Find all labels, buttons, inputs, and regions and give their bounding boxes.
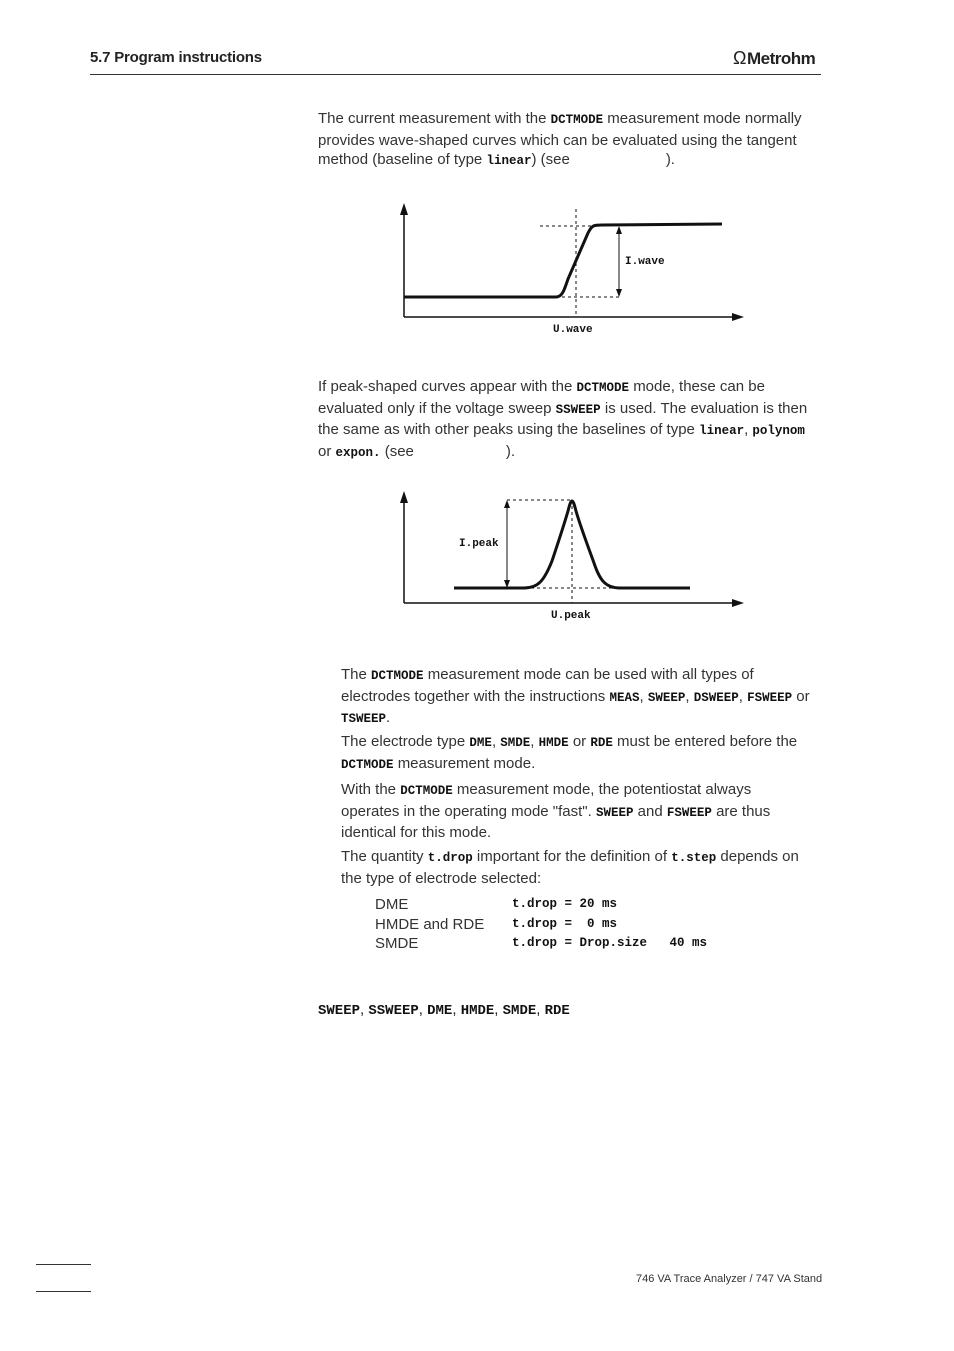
i-wave-arrow-down bbox=[616, 289, 622, 297]
section-title: 5.7 Program instructions bbox=[90, 49, 262, 66]
link-sweep[interactable]: SWEEP bbox=[318, 1003, 361, 1019]
electrode-cell: DME bbox=[375, 896, 409, 913]
table-row bbox=[375, 895, 707, 915]
code-linear: linear bbox=[699, 424, 745, 438]
code-sweep: SWEEP bbox=[647, 690, 686, 705]
text: measurement mode. bbox=[397, 754, 536, 772]
code-hmde: HMDE bbox=[538, 736, 569, 750]
code-sweep: SWEEP bbox=[595, 805, 634, 820]
u-peak-label: U.peak bbox=[551, 610, 591, 622]
text: . bbox=[386, 709, 391, 726]
code-dctmode: DCTMODE bbox=[371, 669, 424, 683]
text: ). bbox=[505, 442, 516, 460]
code-dsweep: DSWEEP bbox=[693, 690, 739, 705]
footer-text: 746 VA Trace Analyzer / 747 VA Stand bbox=[636, 1273, 823, 1285]
code-dme: DME bbox=[469, 736, 492, 750]
electrode-cell: HMDE and RDE bbox=[375, 915, 485, 933]
footer-rule-top bbox=[36, 1264, 91, 1265]
metrohm-logo bbox=[733, 48, 815, 69]
paragraph-electrode-type: The electrode type DME, SMDE, HMDE or RDE must be entered before the DCTMODE measurement mode. bbox=[341, 733, 798, 772]
x-axis-arrow bbox=[732, 313, 744, 321]
code-dctmode: DCTMODE bbox=[400, 784, 453, 798]
text: The bbox=[341, 666, 367, 683]
text: depends on the type of electrode selected: bbox=[341, 848, 799, 887]
code-ssweep: SSWEEP bbox=[555, 402, 601, 417]
text: The electrode type bbox=[341, 733, 466, 750]
tdrop-table bbox=[375, 895, 707, 954]
text: and bbox=[637, 802, 663, 820]
footer-rule-bottom bbox=[36, 1291, 91, 1292]
link-dme[interactable]: DME bbox=[427, 1003, 453, 1019]
text: ) (see bbox=[531, 151, 570, 168]
code-fsweep: FSWEEP bbox=[747, 690, 793, 705]
link-rde[interactable]: RDE bbox=[544, 1003, 570, 1019]
text: ). bbox=[665, 151, 675, 168]
code-expon: expon. bbox=[335, 445, 381, 460]
value-cell: t.drop = Drop.size 40 ms bbox=[512, 936, 708, 950]
code-linear: linear bbox=[486, 154, 532, 168]
omega-icon: Ω bbox=[733, 48, 746, 68]
code-dctmode: DCTMODE bbox=[341, 757, 394, 772]
wave-figure bbox=[380, 195, 760, 345]
code-tdrop: t.drop bbox=[427, 851, 473, 865]
link-ssweep[interactable]: SSWEEP bbox=[368, 1003, 419, 1019]
code-polynom: polynom bbox=[752, 424, 805, 438]
code-dctmode: DCTMODE bbox=[576, 381, 630, 395]
x-axis-arrow bbox=[732, 599, 744, 607]
code-rde: RDE bbox=[590, 736, 613, 750]
see-also-list: SWEEP, SSWEEP, DME, HMDE, SMDE, RDE bbox=[318, 1001, 570, 1019]
i-peak-arrow-up bbox=[504, 500, 510, 508]
text: or bbox=[572, 733, 587, 750]
text: The quantity bbox=[341, 848, 424, 865]
paragraph-fast-mode bbox=[341, 780, 811, 843]
text: measurement mode, the potentiostat always operates in the operating mode "fast". bbox=[341, 781, 752, 820]
text: are thus identical for this mode. bbox=[341, 802, 771, 841]
i-wave-label: I.wave bbox=[625, 256, 665, 268]
table-row bbox=[375, 915, 707, 935]
value-cell: t.drop = 20 ms bbox=[512, 897, 618, 911]
u-wave-label: U.wave bbox=[553, 324, 593, 336]
link-smde[interactable]: SMDE bbox=[502, 1003, 537, 1019]
text: If peak-shaped curves appear with the bbox=[318, 378, 573, 395]
i-wave-arrow-up bbox=[616, 226, 622, 234]
logo-text: Metrohm bbox=[746, 48, 816, 68]
paragraph-peak bbox=[318, 377, 808, 463]
code-tsweep: TSWEEP bbox=[341, 712, 387, 726]
electrode-cell: SMDE bbox=[375, 935, 419, 952]
paragraph-electrodes: The DCTMODE measurement mode can be used with all types of electrodes together with the instructions MEAS, SWEEP, DSWEEP, FSWEEP or TSWEEP. bbox=[341, 666, 810, 726]
text: The current measurement with the bbox=[318, 110, 547, 127]
y-axis-arrow bbox=[400, 203, 408, 215]
text: measurement mode normally provides wave-shaped curves which can be evaluated using the tangent method (baseline of type bbox=[318, 110, 802, 168]
text: mode, these can be evaluated only if the voltage sweep bbox=[318, 378, 765, 417]
code-meas: MEAS bbox=[609, 690, 640, 705]
code-dctmode: DCTMODE bbox=[550, 113, 604, 127]
value-cell: t.drop = 0 ms bbox=[512, 916, 618, 931]
code-tstep: t.step bbox=[671, 851, 717, 865]
table-row bbox=[375, 934, 707, 954]
text: important for the definition of bbox=[476, 848, 668, 865]
text: must be entered before the bbox=[617, 733, 798, 750]
link-hmde[interactable]: HMDE bbox=[460, 1003, 495, 1019]
text: is used. The evaluation is then the same as with other peaks using the baselines of type bbox=[318, 399, 808, 438]
text: or bbox=[796, 687, 810, 705]
text: measurement mode can be used with all types of electrodes together with the instructions bbox=[341, 666, 754, 705]
text: , bbox=[744, 421, 749, 438]
y-axis-arrow bbox=[400, 491, 408, 503]
text: With the bbox=[341, 781, 397, 798]
text: (see bbox=[384, 442, 414, 460]
peak-figure bbox=[380, 485, 760, 630]
text: or bbox=[318, 442, 332, 460]
code-fsweep: FSWEEP bbox=[666, 805, 712, 820]
paragraph-wave bbox=[318, 109, 808, 172]
paragraph-tdrop bbox=[341, 847, 811, 888]
code-smde: SMDE bbox=[500, 736, 531, 750]
header-rule bbox=[90, 74, 821, 75]
i-peak-label: I.peak bbox=[459, 538, 499, 550]
wave-curve bbox=[404, 224, 722, 297]
